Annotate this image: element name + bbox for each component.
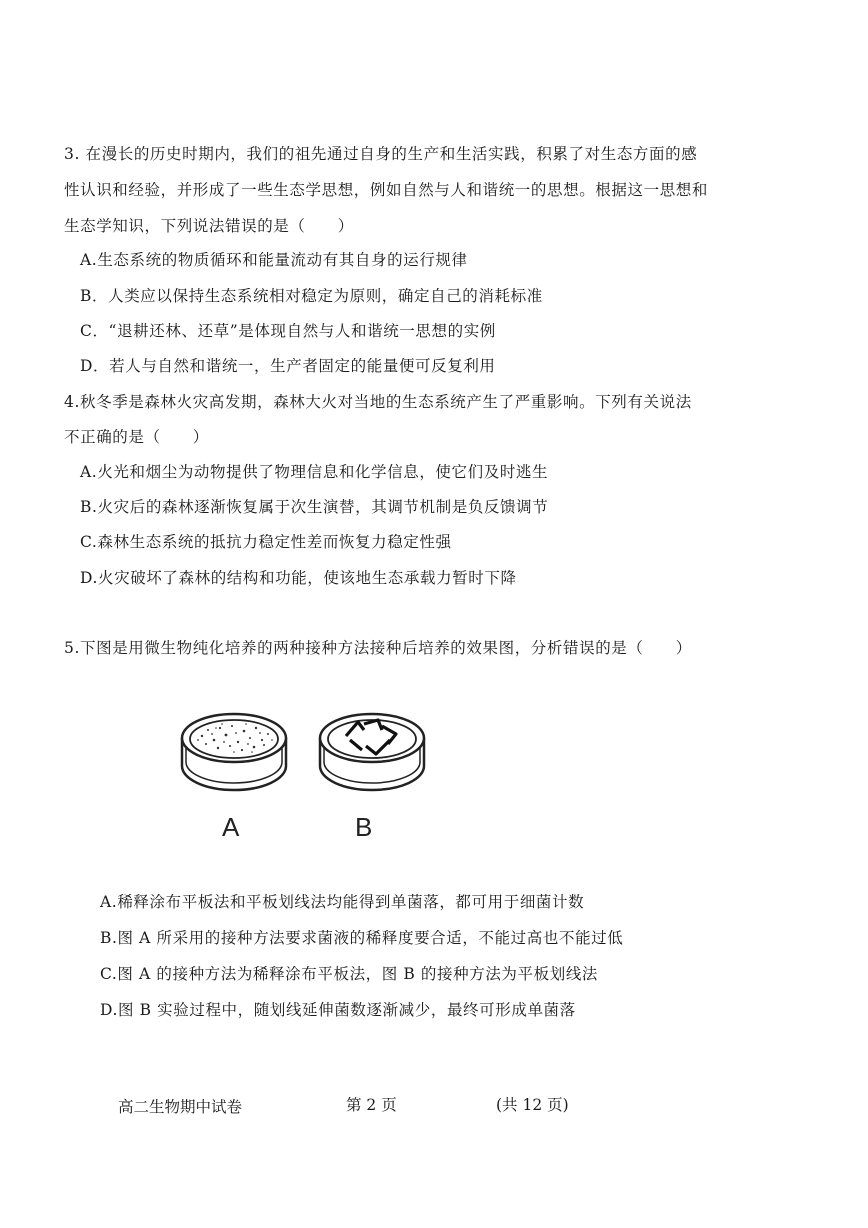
footer-total-pages: (共 12 页) (496, 1096, 569, 1114)
petri-dish-b-figure (316, 700, 428, 798)
q3-option-b: B．人类应以保持生态系统相对稳定为原则，确定自己的消耗标准 (80, 287, 543, 305)
q3-option-c: C．“退耕还林、还草”是体现自然与人和谐统一思想的实例 (80, 322, 496, 340)
q4-option-d: D.火灾破坏了森林的结构和功能，使该地生态承载力暂时下降 (80, 569, 517, 587)
q3-option-a: A.生态系统的物质循环和能量流动有其自身的运行规律 (80, 251, 468, 269)
q3-stem-line-3: 生态学知识，下列说法错误的是（ ） (64, 217, 354, 235)
footer-page-number: 第 2 页 (346, 1096, 397, 1114)
q5-stem: 5.下图是用微生物纯化培养的两种接种方法接种后培养的效果图，分析错误的是（ ） (64, 639, 692, 657)
q5-option-b: B.图 A 所采用的接种方法要求菌液的稀释度要合适，不能过高也不能过低 (100, 929, 624, 947)
figure-label-a: A (222, 812, 240, 842)
q4-option-c: C.森林生态系统的抵抗力稳定性差而恢复力稳定性强 (80, 533, 452, 551)
footer-title: 高二生物期中试卷 (118, 1098, 243, 1116)
petri-dish-a-figure (178, 700, 290, 798)
q5-option-d: D.图 B 实验过程中，随划线延伸菌数逐渐减少，最终可形成单菌落 (100, 1001, 576, 1019)
q3-stem-line-1: 3. 在漫长的历史时期内，我们的祖先通过自身的生产和生活实践，积累了对生态方面的感 (64, 145, 698, 163)
q4-stem-line-1: 4.秋冬季是森林火灾高发期，森林大火对当地的生态系统产生了严重影响。下列有关说法 (64, 393, 692, 411)
figure-label-b: B (355, 812, 373, 842)
q4-stem-line-2: 不正确的是（ ） (64, 428, 209, 446)
q4-option-a: A.火光和烟尘为动物提供了物理信息和化学信息，使它们及时逃生 (80, 463, 549, 481)
q3-stem-line-2: 性认识和经验，并形成了一些生态学思想，例如自然与人和谐统一的思想。根据这一思想和 (64, 181, 709, 199)
q5-option-c: C.图 A 的接种方法为稀释涂布平板法，图 B 的接种方法为平板划线法 (100, 965, 599, 983)
q5-option-a: A.稀释涂布平板法和平板划线法均能得到单菌落，都可用于细菌计数 (100, 893, 585, 911)
q4-option-b: B.火灾后的森林逐渐恢复属于次生演替，其调节机制是负反馈调节 (80, 498, 549, 516)
q3-option-d: D．若人与自然和谐统一，生产者固定的能量便可反复利用 (80, 357, 496, 375)
